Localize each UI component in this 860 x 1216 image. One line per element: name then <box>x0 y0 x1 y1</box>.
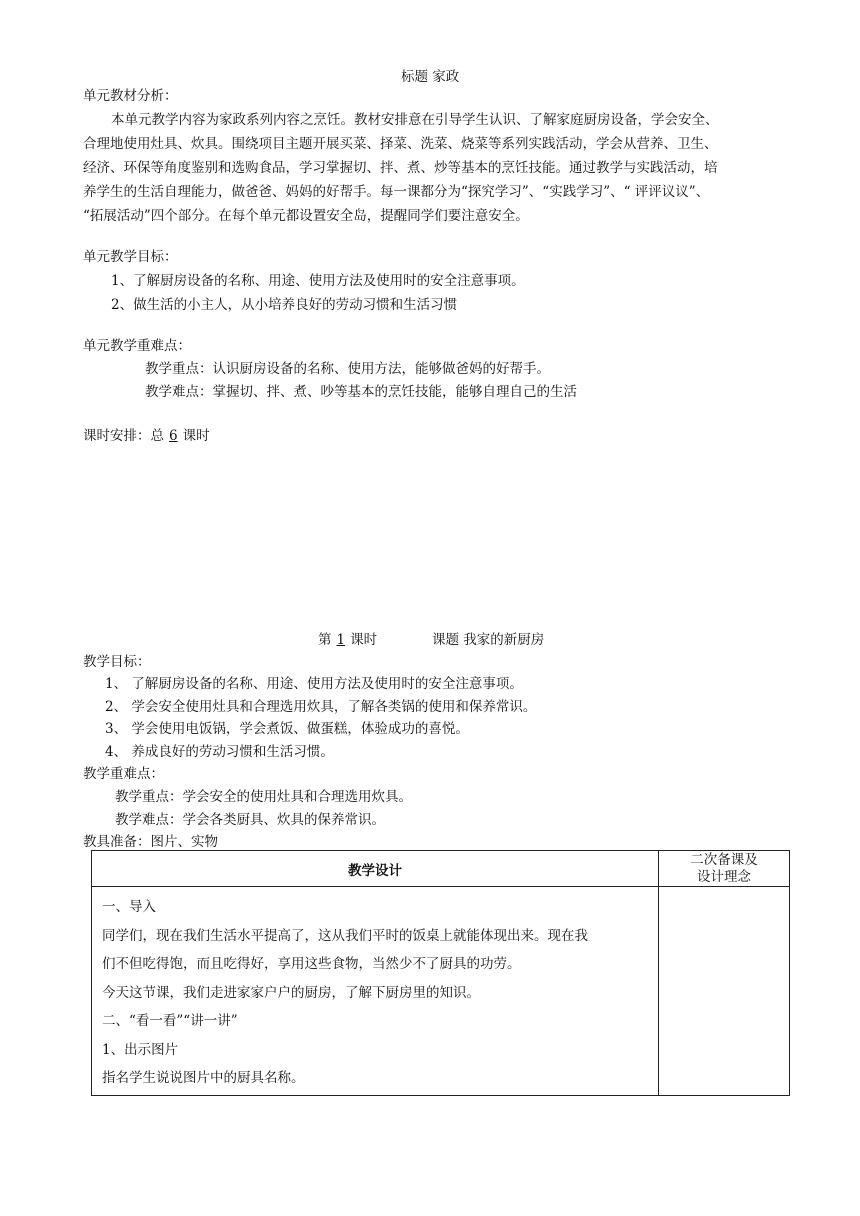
lesson-goals-label: 教学目标： <box>83 654 151 670</box>
lesson-number: 1 <box>336 632 346 648</box>
lesson-goal-item: 1、 了解厨房设备的名称、用途、使用方法及使用时的安全注意事项。 <box>105 676 523 692</box>
design-line: 1、出示图片 <box>102 1041 179 1058</box>
design-header: 教学设计 <box>92 851 659 887</box>
schedule-count: 6 <box>169 428 178 444</box>
lesson-goal-item: 2、 学会安全使用灶具和合理选用炊具，了解各类锅的使用和保养常识。 <box>105 699 537 715</box>
analysis-line: 合理地使用灶具、炊具。围绕项目主题开展买菜、择菜、洗菜、烧菜等系列实践活动，学会从营养、卫生、 <box>83 136 718 152</box>
lesson-goal-item: 4、 养成良好的劳动习惯和生活习惯。 <box>105 744 334 760</box>
unit-title: 标题 家政 <box>401 69 460 85</box>
lesson-key-label: 教学重难点： <box>83 766 164 782</box>
key-point: 教学重点：认识厨房设备的名称、使用方法，能够做爸妈的好帮手。 <box>145 361 550 377</box>
goals-label: 单元教学目标： <box>83 249 178 265</box>
design-line: 同学们，现在我们生活水平提高了，这从我们平时的饭桌上就能体现出来。现在我 <box>102 927 588 944</box>
lesson-topic: 课题 我家的新厨房 <box>432 632 545 648</box>
notes-content <box>659 887 790 1096</box>
lesson-suffix: 课时 <box>350 632 378 648</box>
goal-item: 1、了解厨房设备的名称、用途、使用方法及使用时的安全注意事项。 <box>111 273 525 289</box>
design-line: 指名学生说说图片中的厨具名称。 <box>102 1070 305 1086</box>
lesson-prefix: 第 <box>318 632 332 648</box>
design-line: 今天这节课，我们走进家家户户的厨房，了解下厨房里的知识。 <box>102 984 480 1001</box>
lesson-tools: 教具准备：图片、实物 <box>83 834 218 850</box>
notes-header-line: 二次备课及 <box>690 852 758 868</box>
design-line: 一、导入 <box>102 899 156 915</box>
schedule-prefix: 课时安排：总 <box>83 428 164 444</box>
difficulty-point: 教学难点：掌握切、拌、煮、吵等基本的烹饪技能，能够自理自己的生活 <box>145 384 577 400</box>
notes-header <box>659 851 790 887</box>
lesson-difficulty: 教学难点：学会各类厨具、炊具的保养常识。 <box>115 812 385 828</box>
lesson-key-point: 教学重点：学会安全的使用灶具和合理选用炊具。 <box>115 789 412 805</box>
analysis-label: 单元教材分析： <box>83 88 178 104</box>
lesson-heading <box>318 628 377 652</box>
analysis-line: 本单元教学内容为家政系列内容之烹饪。教材安排意在引导学生认识、了解家庭厨房设备，学会安全、 <box>111 112 719 128</box>
schedule-suffix: 课时 <box>182 428 210 444</box>
design-line: 们不但吃得饱，而且吃得好，享用这些食物，当然少不了厨具的功劳。 <box>102 956 521 972</box>
lesson-design-table <box>91 850 790 1096</box>
notes-header-line: 设计理念 <box>697 869 751 885</box>
analysis-line: 经济、环保等角度鉴别和选购食品，学习掌握切、拌、煮、炒等基本的烹饪技能。通过教学与实践活动，培 <box>83 160 718 176</box>
analysis-line: 养学生的生活自理能力，做爸爸、妈妈的好帮手。每一课都分为“探究学习”、“实践学习”、“ 评评议议”、 <box>83 184 710 200</box>
lesson-goal-item: 3、 学会使用电饭锅，学会煮饭、做蛋糕，体验成功的喜悦。 <box>105 721 469 737</box>
goal-item: 2、做生活的小主人，从小培养良好的劳动习惯和生活习惯 <box>111 297 458 313</box>
key-difficulty-label: 单元教学重难点： <box>83 338 191 354</box>
design-content <box>92 887 659 1096</box>
design-line: 二、“看一看”“讲一讲” <box>102 1013 238 1029</box>
schedule <box>83 424 210 448</box>
analysis-line: “拓展活动”四个部分。在每个单元都设置安全岛，提醒同学们要注意安全。 <box>83 208 529 224</box>
